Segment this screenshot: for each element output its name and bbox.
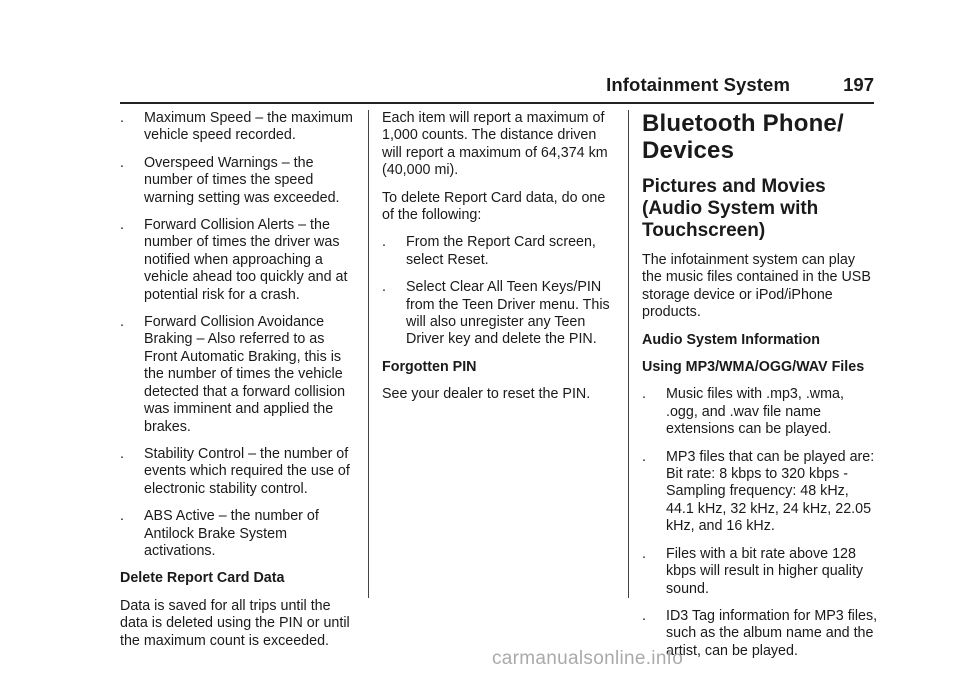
list-item-text: Music files with .mp3, .wma, .ogg, and .wav file name extensions can be played. <box>666 386 844 438</box>
list-item-text: Forward Collision Avoidance Braking – Also referred to as Front Automatic Braking, this is the number of times the vehicle detected that a forward collision was imminent and applied the brakes. <box>144 314 346 435</box>
bullet-marker: . <box>642 545 646 562</box>
bullet-marker: . <box>642 448 646 465</box>
bullet-marker: . <box>120 154 124 171</box>
list-item-text: From the Report Card screen, select Reset. <box>406 234 596 268</box>
column-divider <box>368 110 369 598</box>
paragraph: To delete Report Card data, do one of the following: <box>382 189 606 224</box>
list-item-text: MP3 files that can be played are: Bit rate: 8 kbps to 320 kbps - Sampling frequency: 48 kHz, 44.1 kHz, 32 kHz, 24 kHz, 22.05 kHz, and 16 kHz. <box>666 448 875 535</box>
watermark: carmanualsonline.info <box>492 648 684 669</box>
list-item-text: Overspeed Warnings – the number of times the speed warning setting was exceeded. <box>144 154 340 206</box>
bullet-marker: . <box>120 508 124 525</box>
bullet-marker: . <box>642 386 646 403</box>
list-item <box>642 386 878 438</box>
list-item-text: Files with a bit rate above 128 kbps will result in higher quality sound. <box>666 545 864 597</box>
list-item <box>642 546 878 598</box>
bullet-marker: . <box>120 314 124 331</box>
column-3 <box>642 110 878 670</box>
bullet-marker: . <box>120 110 124 126</box>
list-item <box>382 279 614 349</box>
heading-bluetooth: Bluetooth Phone/ Devices <box>642 110 844 164</box>
list-item <box>382 234 614 269</box>
list-item <box>120 508 356 560</box>
subheading-delete-report-card: Delete Report Card Data <box>120 570 285 587</box>
column-divider <box>628 110 629 598</box>
list-item-text: Select Clear All Teen Keys/PIN from the Teen Driver menu. This will also unregister any Teen Driver key and delete the PIN. <box>406 279 610 348</box>
column-2 <box>382 110 614 414</box>
list-item <box>120 446 356 498</box>
bullet-marker: . <box>642 607 646 624</box>
list-item-text: Forward Collision Alerts – the number of times the driver was notified when approaching a vehicle ahead too quickly and at potential risk for a crash. <box>144 217 348 303</box>
bullet-marker: . <box>382 234 386 251</box>
list-item <box>120 314 356 436</box>
column-1 <box>120 110 356 660</box>
bullet-marker: . <box>382 279 386 296</box>
list-item <box>120 217 356 304</box>
subheading-mp3-files: Using MP3/WMA/OGG/WAV Files <box>642 359 865 376</box>
section-title: Infotainment System <box>606 74 790 95</box>
bullet-marker: . <box>120 217 124 234</box>
list-item <box>120 110 356 145</box>
list-item-text: ID3 Tag information for MP3 files, such as the album name and the artist, can be played. <box>666 607 878 659</box>
bullet-marker: . <box>120 445 124 462</box>
paragraph: The infotainment system can play the music files contained in the USB storage device or iPod/iPhone products. <box>642 252 871 321</box>
heading-pictures-movies: Pictures and Movies (Audio System with Touchscreen) <box>642 176 826 241</box>
list-item <box>642 449 878 536</box>
paragraph: See your dealer to reset the PIN. <box>382 386 591 403</box>
page-number: 197 <box>843 74 874 95</box>
paragraph: Each item will report a maximum of 1,000 counts. The distance driven will report a maximum of 64,374 km (40,000 mi). <box>382 110 608 179</box>
page-header <box>120 72 874 104</box>
list-item-text: ABS Active – the number of Antilock Brake System activations. <box>144 508 319 559</box>
paragraph: Data is saved for all trips until the data is deleted using the PIN or until the maximum count is exceeded. <box>120 597 350 649</box>
list-item-text: Stability Control – the number of events which required the use of electronic stability control. <box>144 445 350 497</box>
list-item-text: Maximum Speed – the maximum vehicle speed recorded. <box>144 110 353 144</box>
subheading-forgotten-pin: Forgotten PIN <box>382 358 477 375</box>
list-item <box>120 155 356 207</box>
subheading-audio-info: Audio System Information <box>642 331 820 348</box>
